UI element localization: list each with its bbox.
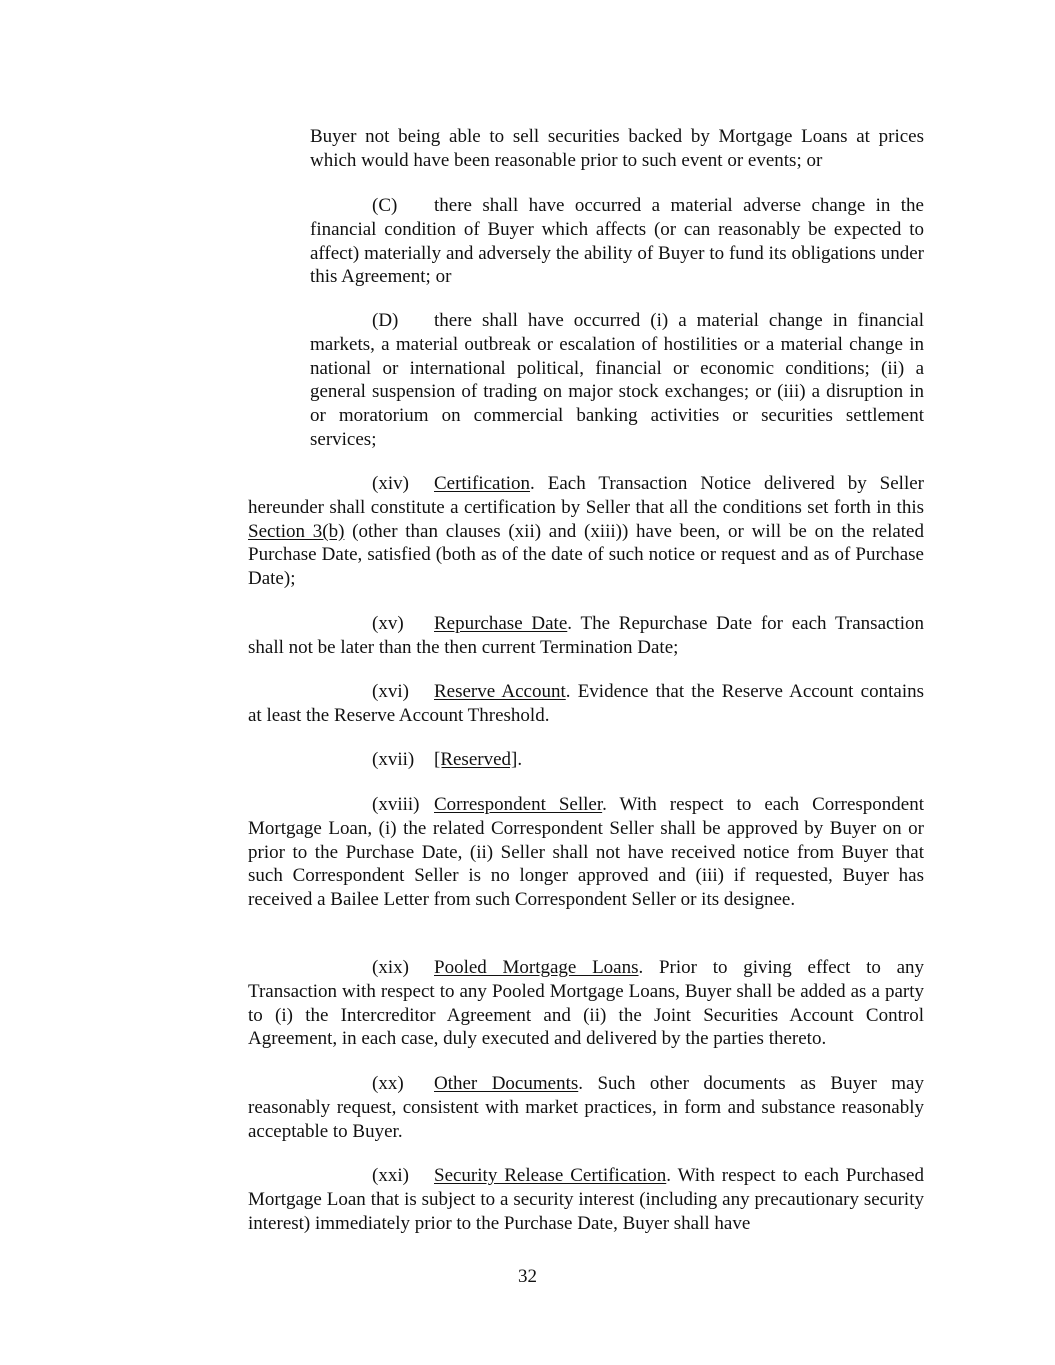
paragraph-xx [248,1072,924,1143]
paragraph-xvii [248,748,924,772]
clause-label: (xx) [372,1073,404,1094]
paragraph-text: . Such other documents as Buyer may reasonably request, consistent with market practices, in form and substance reasonably acceptable to Buyer. [248,1073,924,1142]
paragraph-text: (other than clauses (xii) and (xiii)) have been, or will be on the related Purchase Date, satisfied (both as of the date of such notice or request and as of Purchase Date); [248,520,924,590]
paragraph-d [310,309,924,452]
paragraph-text: . Prior to giving effect to any Transaction with respect to any Pooled Mortgage Loans, Buyer shall be added as a party to (i) the Intercreditor Agreement and (ii) the Joint Securities Account Control Agreement, in each case, duly executed and delivered by the parties thereto. [248,957,925,1050]
paragraph-xix [248,956,924,1051]
paragraph-text: . Evidence that the Reserve Account contains at least the Reserve Account Threshold. [248,681,924,726]
clause-heading: Reserve Account [434,681,566,702]
clause-heading: Security Release Certification [434,1165,667,1186]
section-reference: Section 3(b) [248,520,345,542]
paragraph-text: Buyer not being able to sell securities backed by Mortgage Loans at prices which would have been reasonable prior to such event or events; or [310,126,924,171]
paragraph-text: . The Repurchase Date for each Transaction shall not be later than the then current Termination Date; [248,613,924,658]
clause-label: (C) [372,195,398,216]
clause-heading: Repurchase Date [434,613,568,634]
paragraph-text: . [517,749,523,770]
paragraph-continuation [310,125,924,173]
clause-label: (D) [372,310,399,331]
page-number: 32 [518,1266,537,1287]
paragraph-xviii [248,793,924,912]
paragraph-c [310,194,924,289]
paragraph-xxi [248,1164,924,1235]
clause-label: (xvii) [372,749,415,770]
clause-heading: Correspondent Seller [434,794,603,815]
paragraph-xv [248,612,924,660]
clause-heading: Other Documents [434,1073,579,1094]
paragraph-text: there shall have occurred (i) a material change in financial markets, a material outbreak or escalation of hostilities or a material change in national or international political, financial or economic conditions; (ii) a general suspension of trading on major stock exchanges; or (iii) a disruption in or moratorium on commercial banking activities or securities settlement services; [310,310,924,450]
clause-heading: [Reserved] [434,749,518,770]
clause-label: (xix) [372,957,409,978]
clause-heading: Pooled Mortgage Loans [434,957,639,978]
clause-label: (xv) [372,613,404,634]
paragraph-text: . Each Transaction Notice delivered by Seller hereunder shall constitute a certification by Seller that all the conditions set forth in this [248,473,924,518]
paragraph-text: . With respect to each Correspondent Mortgage Loan, (i) the related Correspondent Seller shall be approved by Buyer on or prior to the Purchase Date, (ii) Seller shall not have received notice from Buyer that such Correspondent Seller is no longer approved and (iii) if requested, Buyer has received a Bailee Letter from such Correspondent Seller or its designee. [248,794,924,911]
clause-label: (xviii) [372,794,420,815]
clause-label: (xvi) [372,681,409,702]
clause-label: (xxi) [372,1165,409,1186]
paragraph-text: there shall have occurred a material adverse change in the financial condition of Buyer which affects (or can reasonably be expected to affect) materially and adversely the ability of Buyer to fund its obligations under this Agreement; or [310,195,924,288]
clause-label: (xiv) [372,473,409,494]
clause-heading: Certification [434,473,531,494]
paragraph-text: . With respect to each Purchased Mortgage Loan that is subject to a security interest (including any precautionary security interest) immediately prior to the Purchase Date, Buyer shall have [248,1165,924,1234]
paragraph-xiv [248,472,924,591]
paragraph-xvi [248,680,924,728]
